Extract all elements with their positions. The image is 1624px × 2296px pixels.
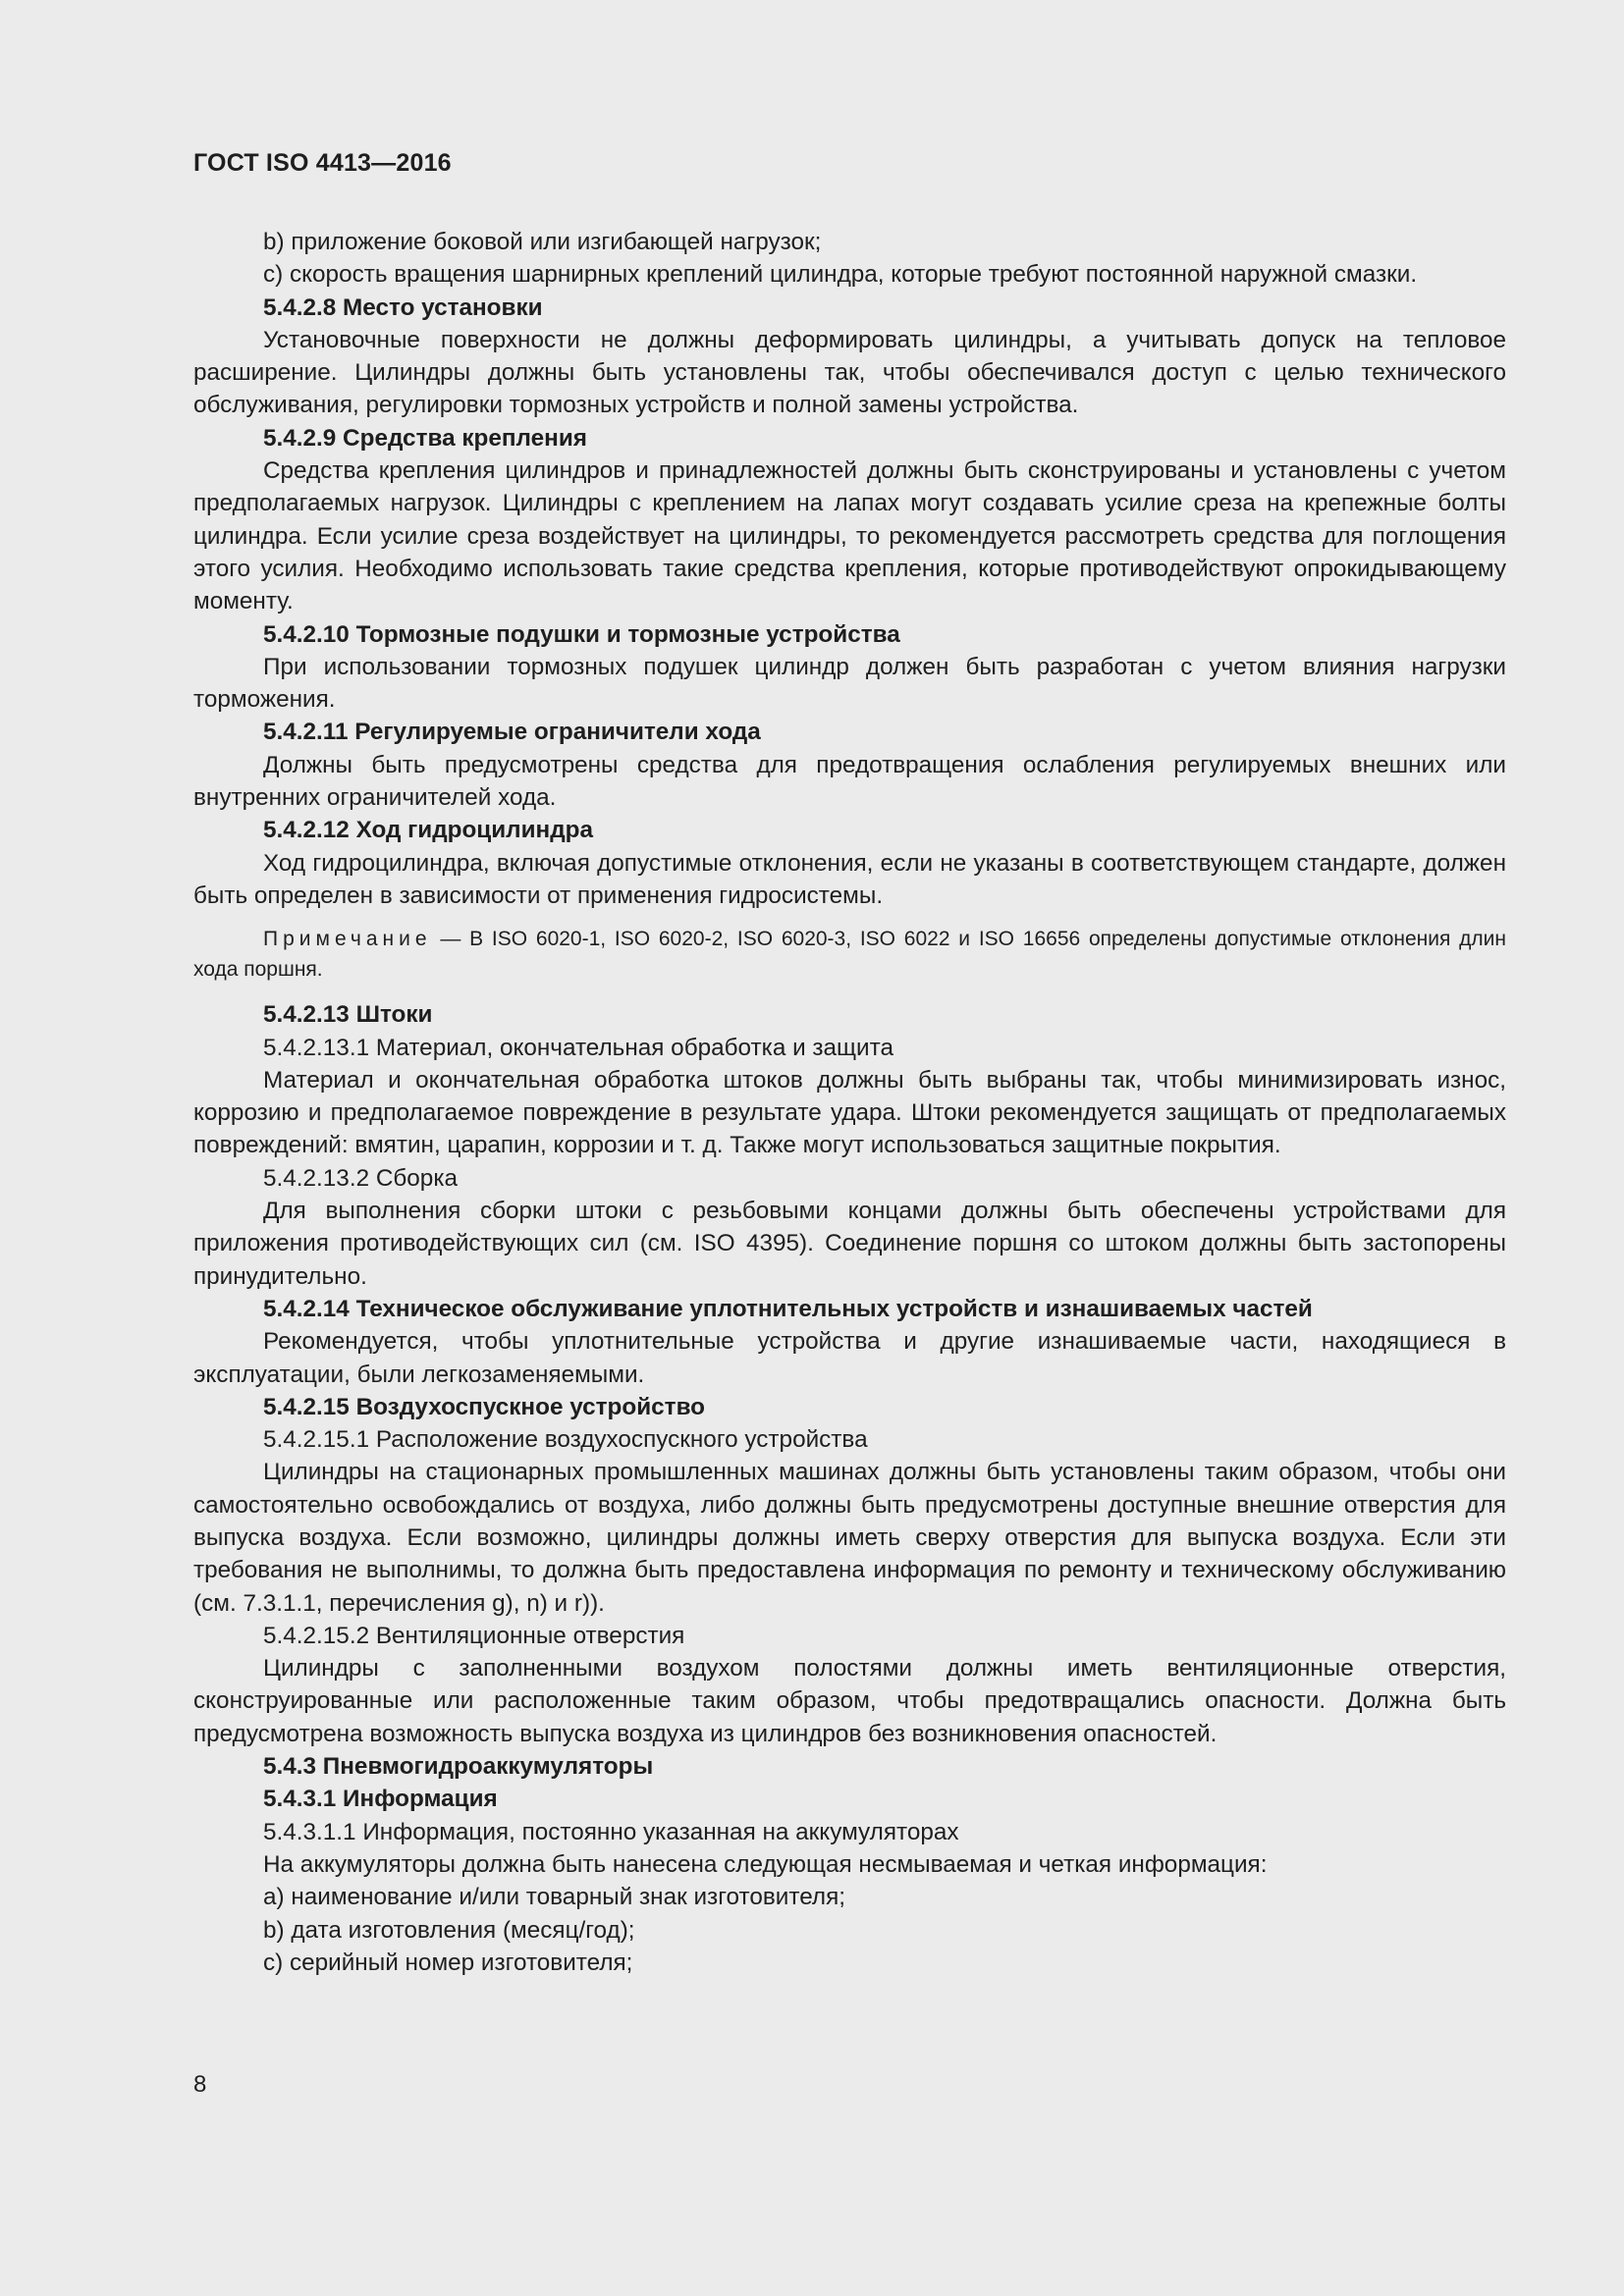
body-paragraph: Цилиндры на стационарных промышленных машинах должны быть установлены таким образом, чтобы они самостоятельно освобождались от воздуха, либо должны быть предусмотрены доступные внешние отверстия для выпуска воздуха. Если возможно, цилиндры должны иметь сверху отверстия для выпуска воздуха. Если эти требования не выполнимы, то должна быть предоставлена информация по ремонту и техническому обслуживанию (см. 7.3.1.1, перечисления g), n) и r)). xyxy=(193,1459,1506,1617)
body-paragraph: 5.4.3.1.1 Информация, постоянно указанная на аккумуляторах xyxy=(263,1818,959,1845)
section-heading: 5.4.2.8 Место установки xyxy=(263,294,543,321)
note-lead: Примечание xyxy=(263,928,432,951)
body-paragraph: Средства крепления цилиндров и принадлежностей должны быть сконструированы и установлены с учетом предполагаемых нагрузок. Цилиндры с креплением на лапах могут создавать усилие среза на крепежные болты цилиндра. Если усилие среза воздействует на цилиндры, то рекомендуется рассмотреть средства для поглощения этого усилия. Необходимо использовать такие средства крепления, которые противодействуют опрокидывающему моменту. xyxy=(193,457,1506,615)
body-paragraph: c) серийный номер изготовителя; xyxy=(263,1949,633,1976)
page-number: 8 xyxy=(193,2071,207,2098)
section-heading: 5.4.2.10 Тормозные подушки и тормозные устройства xyxy=(263,620,900,648)
section-heading: 5.4.2.12 Ход гидроцилиндра xyxy=(263,817,594,844)
note-text: — В ISO 6020-1, ISO 6020-2, ISO 6020-3, ISO 6022 и ISO 16656 определены допустимые отклонения длин хода поршня. xyxy=(193,928,1506,982)
body-paragraph: Установочные поверхности не должны деформировать цилиндры, а учитывать допуск на тепловое расширение. Цилиндры должны быть установлены так, чтобы обеспечивался доступ с целью технического обслуживания, регулировки тормозных устройств и полной замены устройства. xyxy=(193,326,1506,419)
body-paragraph: Рекомендуется, чтобы уплотнительные устройства и другие изнашиваемые части, находящиеся в эксплуатации, были легкозаменяемыми. xyxy=(193,1328,1506,1388)
body-paragraph: Материал и окончательная обработка штоков должны быть выбраны так, чтобы минимизировать износ, коррозию и предполагаемое повреждение в результате удара. Штоки рекомендуется защищать от предполагаемых повреждений: вмятин, царапин, коррозии и т. д. Также могут использоваться защитные покрытия. xyxy=(193,1066,1506,1159)
body-paragraph: Должны быть предусмотрены средства для предотвращения ослабления регулируемых внешних или внутренних ограничителей хода. xyxy=(193,751,1506,812)
body-paragraph: 5.4.2.13.2 Сборка xyxy=(263,1164,458,1192)
body-paragraph: При использовании тормозных подушек цилиндр должен быть разработан с учетом влияния нагрузки торможения. xyxy=(193,653,1506,714)
running-header: ГОСТ ISO 4413—2016 xyxy=(193,149,452,177)
section-heading: 5.4.2.11 Регулируемые ограничители хода xyxy=(263,719,761,746)
section-heading: 5.4.2.13 Штоки xyxy=(263,1001,433,1029)
body-paragraph: 5.4.2.15.2 Вентиляционные отверстия xyxy=(263,1622,685,1649)
body-paragraph: Для выполнения сборки штоки с резьбовыми концами должны быть обеспечены устройствами для приложения противодействующих сил (см. ISO 4395). Соединение поршня со штоком должны быть застопорены принудительно. xyxy=(193,1198,1506,1290)
body-paragraph: b) приложение боковой или изгибающей нагрузок; xyxy=(263,229,822,255)
body-paragraph: 5.4.2.13.1 Материал, окончательная обработка и защита xyxy=(263,1034,893,1061)
section-heading: 5.4.3.1 Информация xyxy=(263,1786,498,1813)
body-paragraph: c) скорость вращения шарнирных креплений цилиндра, которые требуют постоянной наружной смазки. xyxy=(263,261,1418,289)
section-heading: 5.4.3 Пневмогидроаккумуляторы xyxy=(263,1753,654,1781)
body-paragraph: b) дата изготовления (месяц/год); xyxy=(263,1916,635,1944)
body-paragraph: a) наименование и/или товарный знак изготовителя; xyxy=(263,1884,845,1911)
document-body xyxy=(193,226,1506,1979)
section-heading: 5.4.2.9 Средства крепления xyxy=(263,424,587,452)
body-paragraph: 5.4.2.15.1 Расположение воздухоспускного устройства xyxy=(263,1426,868,1454)
body-paragraph: Ход гидроцилиндра, включая допустимые отклонения, если не указаны в соответствующем стандарте, должен быть определен в зависимости от применения гидросистемы. xyxy=(193,849,1506,909)
body-paragraph: Цилиндры с заполненными воздухом полостями должны иметь вентиляционные отверстия, сконструированные или расположенные таким образом, чтобы предотвращались опасности. Должна быть предусмотрена возможность выпуска воздуха из цилиндров без возникновения опасностей. xyxy=(193,1655,1506,1747)
section-heading: 5.4.2.15 Воздухоспускное устройство xyxy=(263,1393,706,1420)
section-heading: 5.4.2.14 Техническое обслуживание уплотнительных устройств и изнашиваемых частей xyxy=(263,1295,1313,1322)
body-paragraph: На аккумуляторы должна быть нанесена следующая несмываемая и четкая информация: xyxy=(263,1850,1268,1878)
note-paragraph xyxy=(193,924,1506,985)
